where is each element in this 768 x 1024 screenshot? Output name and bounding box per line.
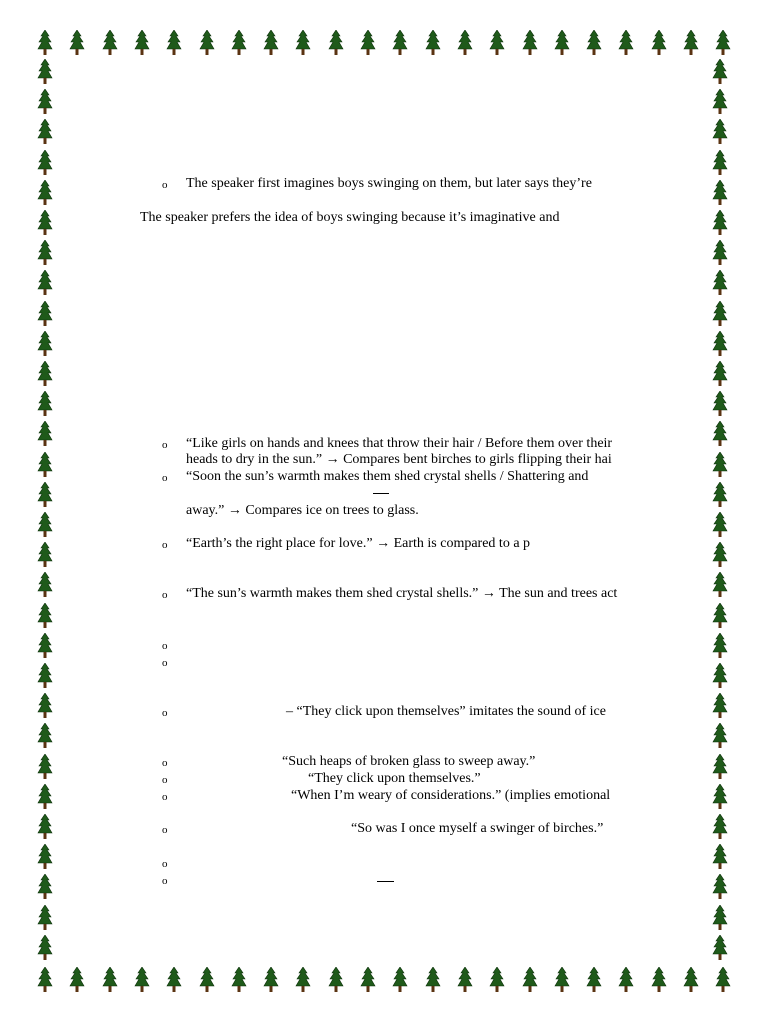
- pine-tree-icon: [37, 301, 53, 327]
- pine-tree-icon: [263, 967, 279, 993]
- pine-tree-icon: [37, 270, 53, 296]
- pine-tree-icon: [489, 30, 505, 56]
- pine-tree-icon: [37, 663, 53, 689]
- pine-tree-icon: [712, 542, 728, 568]
- pine-tree-icon: [37, 814, 53, 840]
- pine-tree-icon: [37, 723, 53, 749]
- pine-tree-icon: [712, 603, 728, 629]
- list-bullet: o: [162, 589, 168, 601]
- pine-tree-icon: [425, 30, 441, 56]
- list-bullet: o: [162, 858, 168, 870]
- pine-tree-icon: [37, 59, 53, 85]
- pine-tree-icon: [712, 693, 728, 719]
- pine-tree-icon: [37, 452, 53, 478]
- dash-mark: [377, 881, 394, 882]
- pine-tree-icon: [715, 30, 731, 56]
- pine-tree-icon: [712, 784, 728, 810]
- pine-tree-icon: [37, 784, 53, 810]
- text-line: “Like girls on hands and knees that throw their hair / Before them over their: [186, 436, 613, 451]
- pine-tree-icon: [712, 59, 728, 85]
- pine-tree-icon: [37, 391, 53, 417]
- pine-tree-icon: [683, 967, 699, 993]
- text-line: “Such heaps of broken glass to sweep away.”: [282, 754, 536, 769]
- text-line: The speaker prefers the idea of boys swinging because it’s imaginative and: [140, 210, 560, 225]
- pine-tree-icon: [712, 119, 728, 145]
- pine-tree-icon: [712, 905, 728, 931]
- list-bullet: o: [162, 179, 168, 191]
- list-bullet: o: [162, 875, 168, 887]
- pine-tree-icon: [522, 967, 538, 993]
- pine-tree-icon: [37, 935, 53, 961]
- list-bullet: o: [162, 439, 168, 451]
- text-line: The speaker first imagines boys swinging on them, but later says they’re: [186, 176, 592, 191]
- pine-tree-icon: [231, 30, 247, 56]
- list-bullet: o: [162, 472, 168, 484]
- pine-tree-icon: [712, 723, 728, 749]
- list-bullet: o: [162, 757, 168, 769]
- pine-tree-icon: [651, 967, 667, 993]
- pine-tree-icon: [712, 754, 728, 780]
- pine-tree-icon: [231, 967, 247, 993]
- pine-tree-icon: [712, 361, 728, 387]
- pine-tree-icon: [37, 542, 53, 568]
- pine-tree-icon: [37, 119, 53, 145]
- pine-tree-icon: [618, 967, 634, 993]
- list-bullet: o: [162, 539, 168, 551]
- pine-tree-icon: [37, 180, 53, 206]
- pine-tree-icon: [618, 30, 634, 56]
- pine-tree-icon: [712, 935, 728, 961]
- pine-tree-icon: [37, 603, 53, 629]
- pine-tree-icon: [37, 633, 53, 659]
- text-line: “They click upon themselves.”: [308, 771, 481, 786]
- pine-tree-icon: [37, 967, 53, 993]
- pine-tree-icon: [199, 967, 215, 993]
- pine-tree-icon: [328, 967, 344, 993]
- pine-tree-icon: [37, 512, 53, 538]
- pine-tree-icon: [134, 967, 150, 993]
- pine-tree-icon: [712, 331, 728, 357]
- list-bullet: o: [162, 657, 168, 669]
- pine-tree-icon: [425, 967, 441, 993]
- pine-tree-icon: [199, 30, 215, 56]
- pine-tree-icon: [712, 210, 728, 236]
- pine-tree-icon: [712, 421, 728, 447]
- list-bullet: o: [162, 791, 168, 803]
- pine-tree-icon: [554, 967, 570, 993]
- text-line: “Earth’s the right place for love.” → Earth is compared to a p: [186, 536, 531, 551]
- pine-tree-icon: [37, 150, 53, 176]
- pine-tree-icon: [166, 967, 182, 993]
- text-line: – “They click upon themselves” imitates the sound of ice: [286, 704, 606, 719]
- pine-tree-icon: [37, 89, 53, 115]
- pine-tree-icon: [295, 30, 311, 56]
- pine-tree-icon: [712, 150, 728, 176]
- pine-tree-icon: [712, 874, 728, 900]
- pine-tree-icon: [134, 30, 150, 56]
- pine-tree-icon: [392, 967, 408, 993]
- pine-tree-icon: [712, 572, 728, 598]
- pine-tree-icon: [712, 89, 728, 115]
- pine-tree-icon: [712, 301, 728, 327]
- pine-tree-icon: [37, 210, 53, 236]
- pine-tree-icon: [392, 30, 408, 56]
- pine-tree-icon: [712, 391, 728, 417]
- pine-tree-icon: [102, 967, 118, 993]
- pine-tree-icon: [37, 693, 53, 719]
- pine-tree-icon: [37, 331, 53, 357]
- pine-tree-icon: [360, 30, 376, 56]
- pine-tree-icon: [263, 30, 279, 56]
- list-bullet: o: [162, 774, 168, 786]
- pine-tree-icon: [712, 180, 728, 206]
- list-bullet: o: [162, 640, 168, 652]
- pine-tree-icon: [712, 452, 728, 478]
- pine-tree-icon: [69, 30, 85, 56]
- pine-tree-icon: [37, 754, 53, 780]
- pine-tree-icon: [295, 967, 311, 993]
- pine-tree-icon: [712, 814, 728, 840]
- text-line: away.” → Compares ice on trees to glass.: [186, 503, 419, 518]
- pine-tree-icon: [554, 30, 570, 56]
- pine-tree-icon: [37, 240, 53, 266]
- pine-tree-icon: [37, 482, 53, 508]
- dash-mark: [373, 493, 389, 494]
- pine-tree-icon: [37, 361, 53, 387]
- pine-tree-icon: [37, 421, 53, 447]
- pine-tree-icon: [457, 30, 473, 56]
- pine-tree-icon: [712, 240, 728, 266]
- pine-tree-icon: [712, 270, 728, 296]
- pine-tree-icon: [712, 844, 728, 870]
- pine-tree-icon: [715, 967, 731, 993]
- text-line: “The sun’s warmth makes them shed crystal shells.” → The sun and trees act: [186, 586, 618, 601]
- text-line: “When I’m weary of considerations.” (implies emotional: [291, 788, 611, 803]
- pine-tree-icon: [489, 967, 505, 993]
- pine-tree-icon: [360, 967, 376, 993]
- pine-tree-icon: [522, 30, 538, 56]
- pine-tree-icon: [166, 30, 182, 56]
- pine-tree-icon: [37, 572, 53, 598]
- list-bullet: o: [162, 824, 168, 836]
- pine-tree-icon: [586, 967, 602, 993]
- pine-tree-icon: [328, 30, 344, 56]
- pine-tree-icon: [586, 30, 602, 56]
- pine-tree-icon: [37, 844, 53, 870]
- text-line: “Soon the sun’s warmth makes them shed crystal shells / Shattering and: [186, 469, 589, 484]
- pine-tree-icon: [37, 30, 53, 56]
- pine-tree-icon: [712, 633, 728, 659]
- pine-tree-icon: [683, 30, 699, 56]
- pine-tree-icon: [712, 663, 728, 689]
- text-line: “So was I once myself a swinger of birches.”: [351, 821, 604, 836]
- pine-tree-icon: [712, 482, 728, 508]
- pine-tree-icon: [457, 967, 473, 993]
- pine-tree-icon: [651, 30, 667, 56]
- pine-tree-icon: [37, 874, 53, 900]
- pine-tree-icon: [37, 905, 53, 931]
- pine-tree-icon: [102, 30, 118, 56]
- list-bullet: o: [162, 707, 168, 719]
- pine-tree-icon: [712, 512, 728, 538]
- pine-tree-icon: [69, 967, 85, 993]
- text-line: heads to dry in the sun.” → Compares bent birches to girls flipping their hai: [186, 452, 612, 467]
